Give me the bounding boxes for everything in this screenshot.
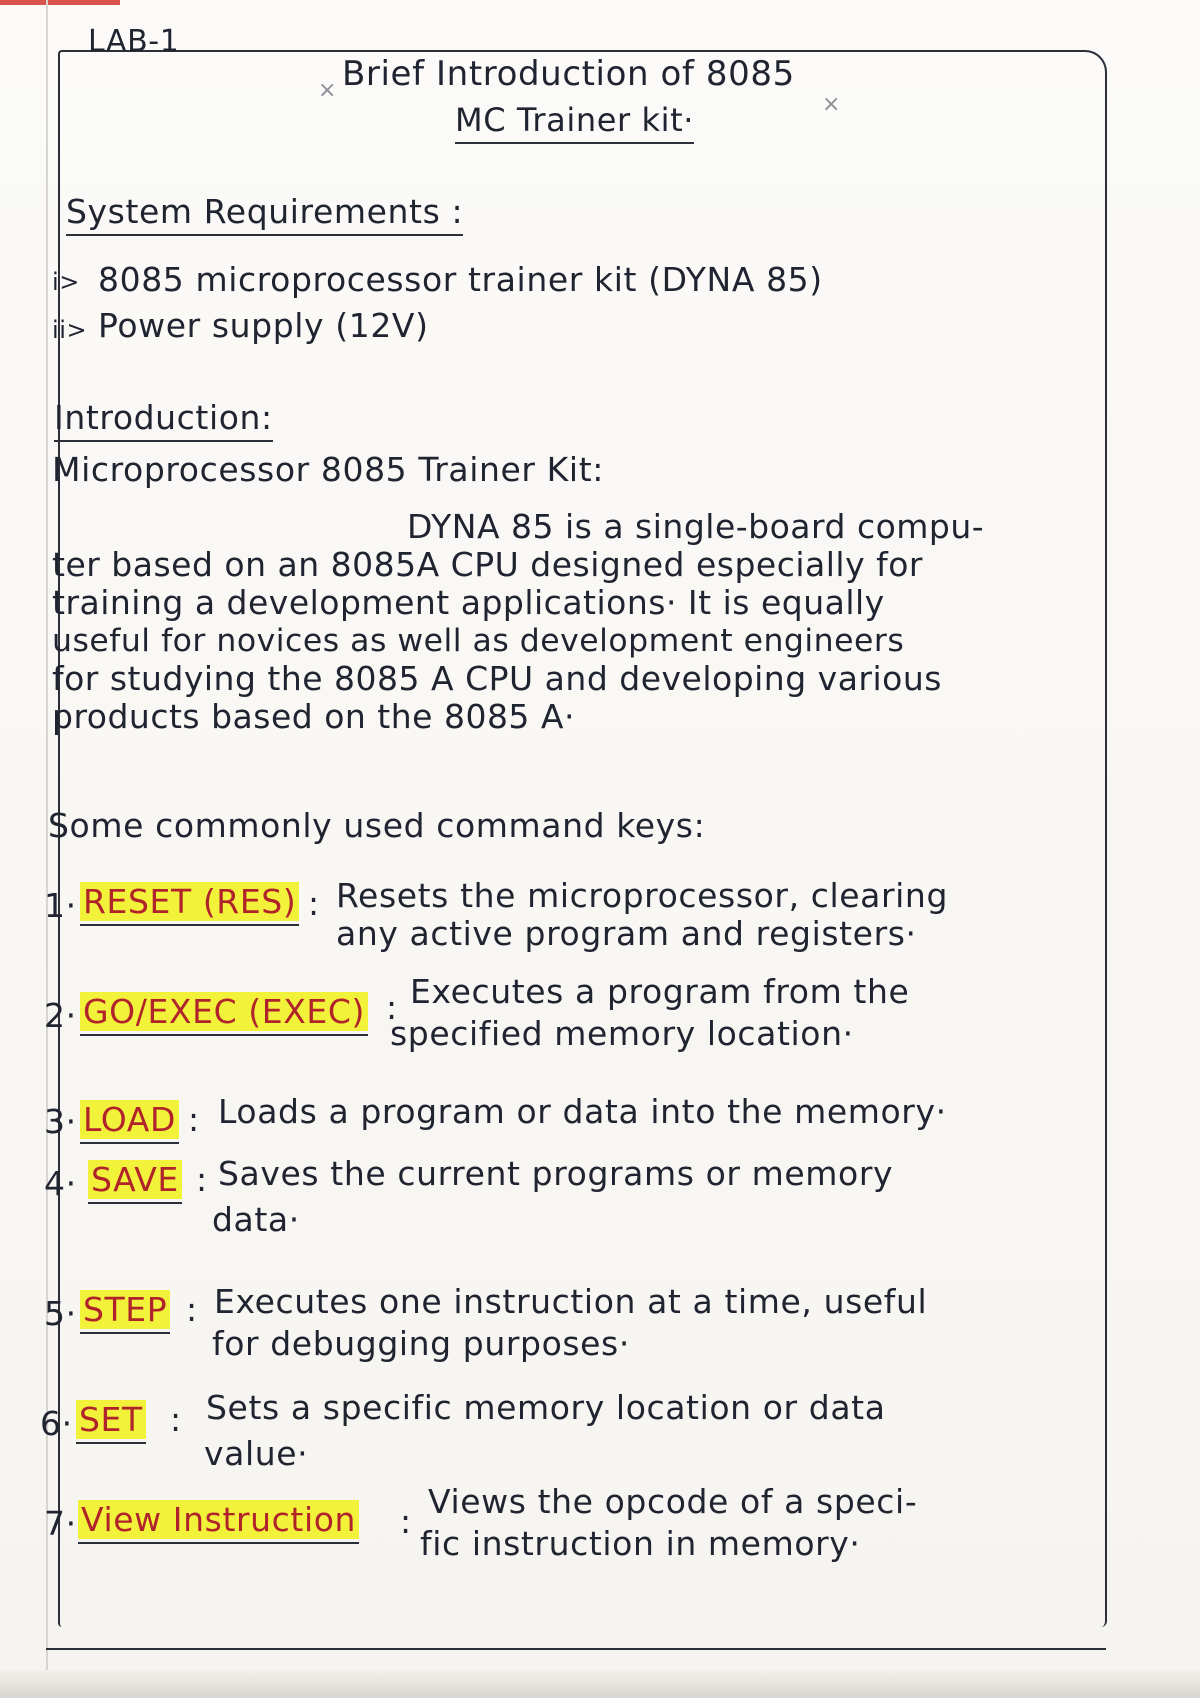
cmd-1-sep: : (308, 884, 320, 923)
title-line-2: MC Trainer kit· (455, 100, 694, 144)
cmd-5-sep: : (186, 1290, 198, 1329)
para-line-3: training a development applications· It is equally (52, 583, 885, 622)
cmd-3-key-label: LOAD (80, 1100, 179, 1139)
cmd-6-key-label: SET (76, 1400, 146, 1439)
cross-mark-left: × (318, 78, 337, 103)
top-red-rule (0, 0, 120, 5)
cmd-7-sep: : (400, 1502, 412, 1541)
cmd-6-key (76, 1400, 146, 1444)
cmd-4-key-label: SAVE (88, 1160, 182, 1199)
cmd-3-num: 3· (44, 1102, 77, 1141)
cmd-1-key (80, 882, 299, 926)
cmd-7-desc-1: Views the opcode of a speci- (428, 1482, 918, 1521)
cmd-1-num: 1· (44, 886, 77, 925)
cmd-4-desc-2: data· (212, 1200, 300, 1239)
cmd-3-key (80, 1100, 179, 1144)
cmd-5-desc-1: Executes one instruction at a time, useful (214, 1282, 928, 1321)
cmd-7-num: 7· (44, 1504, 77, 1543)
cmd-5-key (80, 1290, 170, 1334)
cmd-5-num: 5· (44, 1294, 77, 1333)
req-marker-2: ii> (52, 316, 88, 344)
cmd-6-sep: : (170, 1400, 182, 1439)
cmd-5-desc-2: for debugging purposes· (212, 1324, 630, 1363)
req-item-2: Power supply (12V) (98, 306, 429, 345)
introduction-heading: Introduction: (54, 398, 273, 442)
cmd-2-desc-1: Executes a program from the (410, 972, 910, 1011)
cmd-1-desc-2: any active program and registers· (336, 914, 917, 953)
cmd-5-key-label: STEP (80, 1290, 170, 1329)
cmd-6-desc-2: value· (204, 1434, 309, 1473)
introduction-paragraph (52, 508, 984, 736)
req-item-1: 8085 microprocessor trainer kit (DYNA 85) (98, 260, 823, 299)
cmd-1-key-label: RESET (RES) (80, 882, 299, 921)
cmd-3-desc-1: Loads a program or data into the memory· (218, 1092, 947, 1131)
lab-label: LAB-1 (88, 24, 180, 59)
introduction-subheading: Microprocessor 8085 Trainer Kit: (52, 450, 604, 489)
cmd-6-num: 6· (40, 1404, 73, 1443)
cmd-7-desc-2: fic instruction in memory· (420, 1524, 861, 1563)
para-line-1: DYNA 85 is a single-board compu- (407, 507, 985, 546)
cmd-2-num: 2· (44, 996, 77, 1035)
para-line-6: products based on the 8085 A· (52, 697, 575, 736)
cmd-3-sep: : (188, 1100, 200, 1139)
para-line-2: ter based on an 8085A CPU designed especially for (52, 545, 923, 584)
page-border-bottom (46, 1648, 1106, 1650)
title-line-1: Brief Introduction of 8085 (342, 54, 795, 94)
page-edge-shadow (0, 1670, 1200, 1698)
cmd-7-key-label: View Instruction (78, 1500, 359, 1539)
cmd-4-desc-1: Saves the current programs or memory (218, 1154, 894, 1193)
cross-mark-right: × (822, 92, 841, 117)
cmd-2-desc-2: specified memory location· (390, 1014, 854, 1053)
cmd-2-sep: : (386, 988, 398, 1027)
system-requirements-heading: System Requirements : (66, 192, 463, 236)
cmd-4-num: 4· (44, 1164, 77, 1203)
cmd-6-desc-1: Sets a specific memory location or data (206, 1388, 886, 1427)
para-line-4: useful for novices as well as development engineers (52, 623, 905, 659)
req-marker-1: i> (52, 268, 80, 296)
cmd-2-key-label: GO/EXEC (EXEC) (80, 992, 368, 1031)
cmd-7-key (78, 1500, 359, 1544)
cmd-2-key (80, 992, 368, 1036)
cmd-4-sep: : (196, 1160, 208, 1199)
commands-heading: Some commonly used command keys: (48, 806, 706, 845)
para-line-5: for studying the 8085 A CPU and developing various (52, 659, 942, 698)
cmd-1-desc-1: Resets the microprocessor, clearing (336, 876, 948, 915)
cmd-4-key (88, 1160, 182, 1204)
